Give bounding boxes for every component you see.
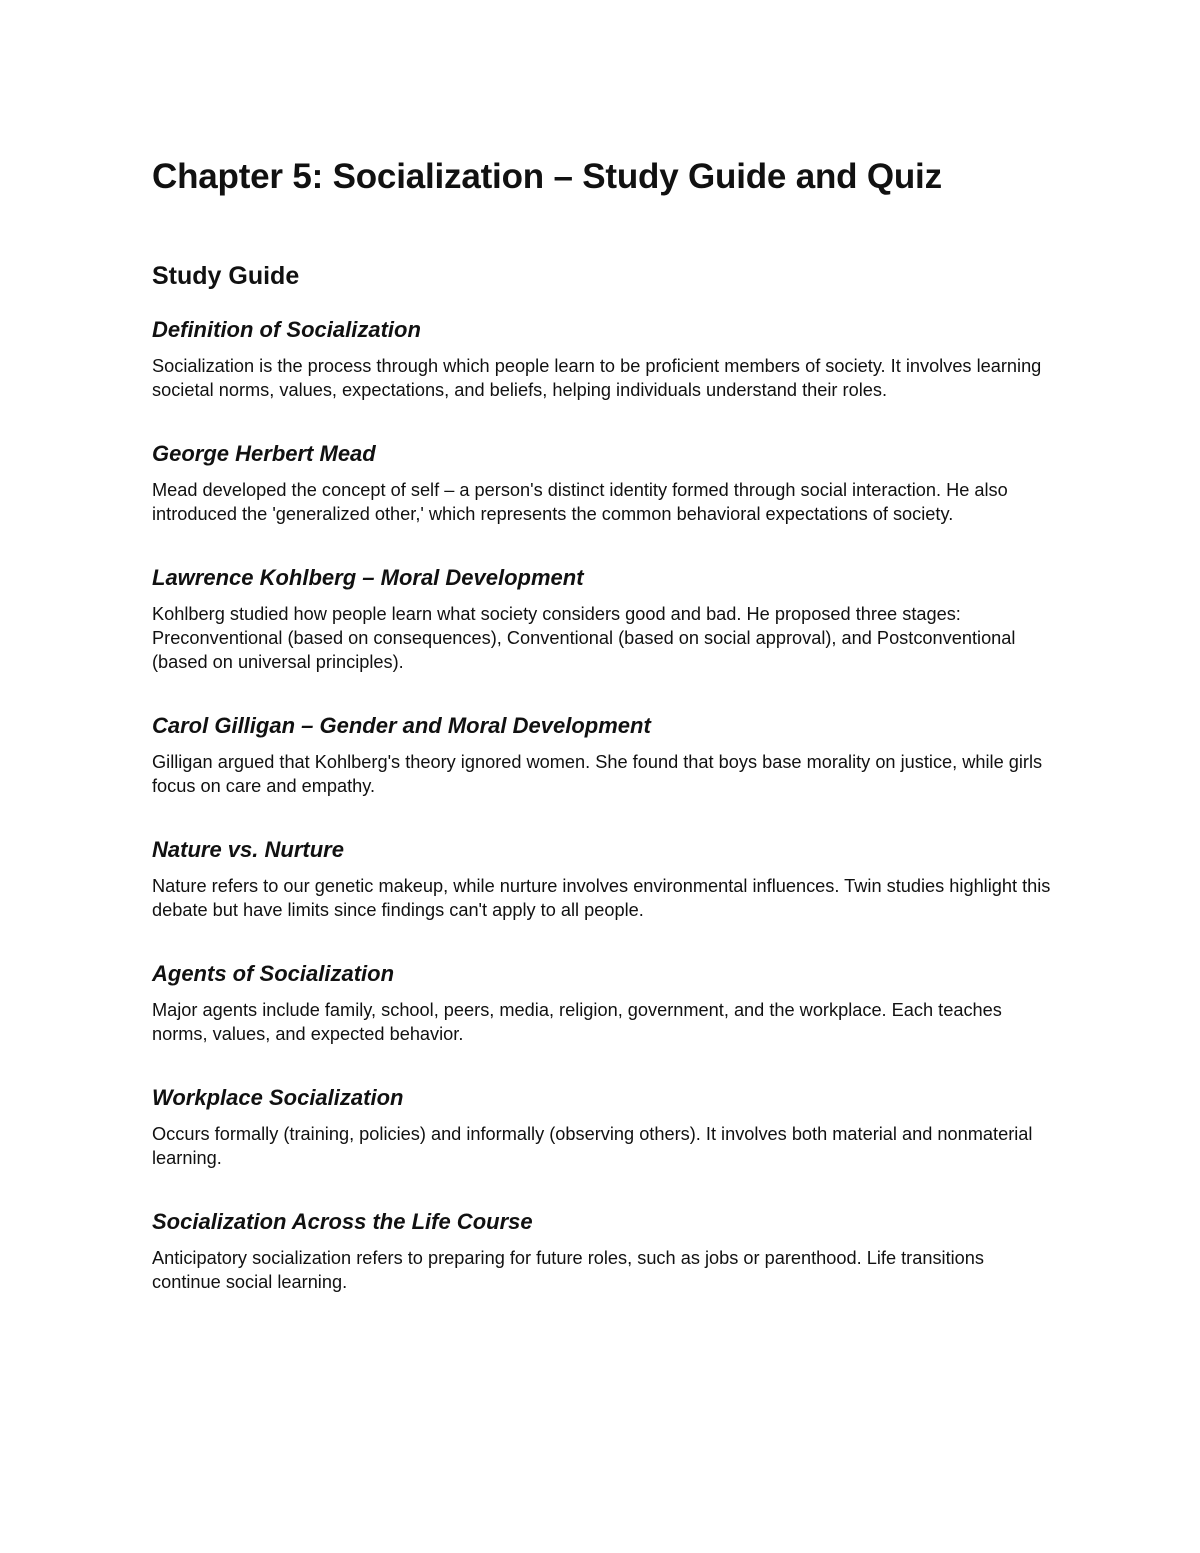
topic-heading: George Herbert Mead — [152, 441, 376, 466]
topic-body: Nature refers to our genetic makeup, while nurture involves environmental influences. Twin studies highlight this debate but have limits since findings can't apply to all people. — [152, 876, 1051, 920]
topic-george-herbert-mead — [152, 439, 1060, 526]
topic-heading: Carol Gilligan – Gender and Moral Development — [152, 713, 651, 738]
topic-life-course — [152, 1207, 1060, 1294]
topic-body: Mead developed the concept of self – a person's distinct identity formed through social interaction. He also introduced the 'generalized other,' which represents the common behavioral expectations of society. — [152, 480, 1008, 524]
topic-body: Kohlberg studied how people learn what society considers good and bad. He proposed three stages: Preconventional (based on consequences), Conventional (based on social approval), and Postconventional (based on universal principles). — [152, 604, 1016, 672]
topic-workplace-socialization — [152, 1083, 1060, 1170]
topic-carol-gilligan — [152, 711, 1060, 798]
section-title: Study Guide — [152, 262, 300, 290]
topic-lawrence-kohlberg — [152, 563, 1060, 674]
topic-body: Socialization is the process through which people learn to be proficient members of society. It involves learning societal norms, values, expectations, and beliefs, helping individuals understand their roles. — [152, 356, 1042, 400]
topic-heading: Definition of Socialization — [152, 317, 421, 342]
topic-heading: Workplace Socialization — [152, 1085, 404, 1110]
topic-heading: Socialization Across the Life Course — [152, 1209, 533, 1234]
topic-body: Gilligan argued that Kohlberg's theory ignored women. She found that boys base morality on justice, while girls focus on care and empathy. — [152, 752, 1043, 796]
topic-agents-of-socialization — [152, 959, 1060, 1046]
document-title: Chapter 5: Socialization – Study Guide and Quiz — [152, 157, 942, 196]
topic-heading: Lawrence Kohlberg – Moral Development — [152, 565, 584, 590]
topic-body: Occurs formally (training, policies) and informally (observing others). It involves both material and nonmaterial learning. — [152, 1124, 1033, 1168]
topic-definition-of-socialization — [152, 315, 1060, 402]
topic-body: Anticipatory socialization refers to preparing for future roles, such as jobs or parenthood. Life transitions continue social learning. — [152, 1248, 985, 1292]
topic-nature-vs-nurture — [152, 835, 1060, 922]
topic-heading: Nature vs. Nurture — [152, 837, 344, 862]
topic-body: Major agents include family, school, peers, media, religion, government, and the workplace. Each teaches norms, values, and expected behavior. — [152, 1000, 1002, 1044]
topic-heading: Agents of Socialization — [152, 961, 395, 986]
